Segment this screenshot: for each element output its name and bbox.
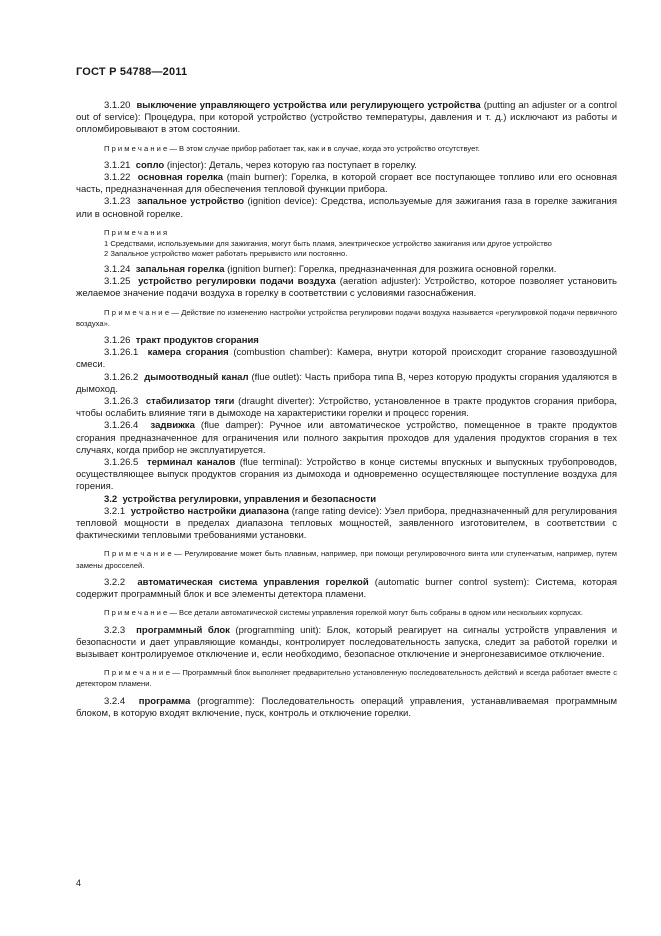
term-definition: (putting an adjuster or a control out of service): Процедура, при которой устройство (устройство температуры, давления и т. д.) исключают из работы и опломбировывают в этом состоянии. [76, 100, 617, 136]
term-3-2-1 [76, 506, 617, 543]
clause-number: 3.2 [104, 493, 118, 505]
term-title: программный блок [136, 624, 230, 636]
note-label: П р и м е ч а н и е [104, 668, 170, 678]
term-3-1-24 [76, 264, 617, 276]
clause-number: 3.2.4 [104, 695, 126, 707]
note-3-2-1 [76, 548, 617, 570]
clause-number: 3.1.24 [104, 264, 131, 276]
page-number: 4 [76, 878, 82, 888]
clause-number: 3.1.23 [104, 196, 131, 208]
term-definition: (programming unit): Блок, который реагирует на сигналы устройств управления и безопасности и дает управляющие команды, контролирует последовательность запуска, следит за работой горелки и вызывает контролируемое отключение и, если необходимо, безопасное отключение и энергонезависимое отключение. [76, 624, 618, 660]
clause-number: 3.2.3 [104, 624, 126, 636]
term-3-1-26-5 [76, 457, 617, 494]
term-title: тракт продуктов сгорания [135, 335, 259, 347]
clause-number: 3.1.26.3 [104, 396, 139, 408]
term-title: задвижка [150, 420, 195, 432]
term-title: автоматическая система управления горелкой [137, 576, 369, 588]
standard-header: ГОСТ Р 54788—2011 [76, 66, 188, 78]
note-3-2-3 [76, 667, 617, 689]
note-text: — Программный блок выполняет предварительно установленную последовательность действий и всегда работает вместе с детектором пламени. [76, 668, 617, 689]
term-title: устройство настройки диапазона [130, 505, 289, 517]
term-title: запальное устройство [137, 196, 245, 208]
clause-number: 3.1.26.5 [104, 457, 139, 469]
term-3-1-20 [76, 100, 617, 137]
term-title: программа [138, 695, 191, 707]
note-item-2: 2 Запальное устройство может работать прерывисто или постоянно. [104, 249, 348, 259]
clause-number: 3.1.21 [104, 159, 131, 171]
note-3-2-2 [76, 607, 617, 618]
term-definition: (flue damper): Ручное или автоматическое устройство, помещенное в тракте продуктов сгорания предназначенное для ограничения или полного закрытия проходов для удаления продуктов сгорания в тех случаях, когда прибор не эксплуатируется. [76, 420, 618, 456]
clause-number: 3.1.26.1 [104, 347, 139, 359]
note-label: П р и м е ч а н и е [104, 608, 168, 618]
term-3-2-4 [76, 696, 617, 720]
clause-number: 3.2.2 [104, 576, 126, 588]
term-title: сопло [135, 159, 165, 171]
term-3-1-26-1 [76, 347, 617, 371]
note-label: П р и м е ч а н и е [104, 307, 170, 317]
term-3-1-23 [76, 196, 617, 220]
term-title: камера сгорания [147, 347, 229, 359]
note-3-1-20 [76, 143, 617, 154]
clause-number: 3.1.26.4 [104, 420, 139, 432]
note-text: — Регулирование может быть плавным, например, при помощи регулировочного винта или ступенчатым, например, путем замены дросселей. [76, 549, 617, 570]
term-definition: (draught diverter): Устройство, установленное в тракте продуктов сгорания прибора, чтобы ослабить влияние тяги в дымоходе на характеристики горелки и процесс горения. [76, 396, 618, 420]
term-definition: (main burner): Горелка, в которой сгорает все поступающее топливо или его основная часть, предназначенная для обеспечения тепловой функции прибора. [76, 172, 617, 196]
term-title: выключение управляющего устройства или регулирующего устройства [136, 100, 481, 111]
section-title: устройства регулировки, управления и безопасности [122, 493, 377, 505]
clause-number: 3.2.1 [104, 505, 126, 517]
term-title: терминал каналов [146, 457, 236, 469]
note-item-1: 1 Средствами, используемыми для зажигания, могут быть пламя, электрическое устройство зажигания или другое устройство [104, 238, 552, 248]
term-definition: (injector): Деталь, через которую газ поступает в горелку. [164, 159, 417, 171]
note-text: — В этом случае прибор работает так, как и в случае, когда это устройство отсутствует. [167, 143, 480, 153]
term-definition: (programme): Последовательность операций управления, устанавливаемая программным блоком, в которую входят включение, пуск, контроль и отключение горелки. [76, 695, 617, 719]
term-3-1-22 [76, 172, 617, 196]
term-title: стабилизатор тяги [145, 396, 235, 408]
term-title: запальная горелка [135, 264, 225, 276]
term-definition: (ignition burner): Горелка, предназначенная для розжига основной горелки. [224, 264, 557, 276]
term-definition: (aeration adjuster): Устройство, которое позволяет установить желаемое значение подачи воздуха в горелку в соответствии с условиями газоснабжения. [76, 276, 617, 300]
note-label: П р и м е ч а н и е [104, 549, 172, 559]
clause-number: 3.1.25 [104, 276, 131, 288]
term-3-1-26-3 [76, 396, 617, 420]
term-title: устройство регулировки подачи воздуха [138, 276, 336, 288]
term-definition: (flue outlet): Часть прибора типа В, через которую продукты сгорания удаляются в дымоход. [76, 371, 618, 395]
term-3-2-2 [76, 577, 617, 601]
note-text: — Действие по изменению настройки устройства регулировки подачи воздуха называется «регулировкой подачи первичного воздуха». [76, 307, 617, 328]
term-title: дымоотводный канал [144, 371, 249, 383]
clause-number: 3.1.26 [104, 335, 131, 347]
term-3-1-26-2 [76, 372, 617, 396]
notes-heading: П р и м е ч а н и я [104, 227, 168, 237]
note-3-1-25 [76, 307, 617, 329]
term-3-1-21 [76, 160, 617, 172]
term-3-1-26-4 [76, 420, 617, 457]
term-3-2-3 [76, 625, 617, 662]
clause-number: 3.1.20 [104, 100, 131, 111]
term-definition: (automatic burner control system): Система, которая содержит программный блок и все элементы детектора пламени. [76, 576, 617, 601]
term-title: основная горелка [137, 172, 224, 184]
clause-number: 3.1.22 [104, 172, 131, 184]
section-3-2 [76, 494, 617, 506]
note-label: П р и м е ч а н и е [104, 143, 168, 153]
term-3-1-26 [76, 335, 617, 347]
term-definition: (ignition device): Средства, используемые для зажигания газа в горелке зажигания или в основной горелке. [76, 196, 618, 220]
term-definition: (range rating device): Узел прибора, предназначенный для регулирования тепловой мощности в пределах диапазона тепловых мощностей, заявленного изготовителем, в соответствии с фактическими тепловыми требованиями установки. [76, 505, 618, 542]
term-3-1-25 [76, 276, 617, 300]
term-definition: (flue terminal): Устройство в конце системы впускных и выпускных трубопроводов, осуществляющее выпуск продуктов сгорания из дымохода и одновременно осуществляющее поступление воздуха для горения. [76, 457, 617, 493]
clause-number: 3.1.26.2 [104, 371, 139, 383]
note-text: — Все детали автоматической системы управления горелкой могут быть собраны в одном или нескольких корпусах. [167, 608, 584, 618]
term-definition: (combustion chamber): Камера, внутри которой происходит сгорание газовоздушной смеси. [76, 347, 618, 371]
